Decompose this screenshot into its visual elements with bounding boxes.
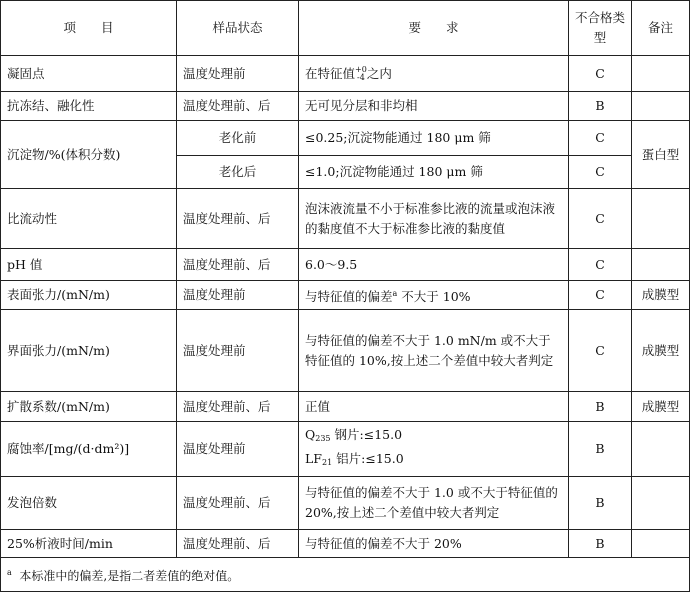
cell-requirement: ≤1.0;沉淀物能通过 180 μm 筛	[299, 156, 569, 189]
tolerance-upper: +0	[355, 65, 367, 74]
cell-state: 温度处理前	[177, 281, 299, 310]
cell-remark: 成膜型	[632, 310, 690, 392]
cell-remark: 成膜型	[632, 281, 690, 310]
table-row	[1, 392, 690, 422]
footnote	[1, 558, 690, 592]
cell-defect-type: C	[569, 121, 632, 156]
cell-requirement: 在特征值 +0 -4 之内	[299, 56, 569, 92]
cell-state: 温度处理前	[177, 310, 299, 392]
cell-defect-type: B	[569, 477, 632, 530]
cell-item: pH 值	[1, 249, 177, 281]
cell-remark	[632, 92, 690, 121]
cell-requirement: 与特征值的偏差不大于 1.0 mN/m 或不大于特征值的 10%,按上述二个差值中较大者判定	[299, 310, 569, 392]
cell-state: 温度处理前、后	[177, 249, 299, 281]
cell-requirement: 与特征值的偏差不大于 1.0 或不大于特征值的 20%,按上述二个差值中较大者判定	[299, 477, 569, 530]
cell-remark	[632, 189, 690, 249]
cell-defect-type: B	[569, 530, 632, 558]
cell-item: 凝固点	[1, 56, 177, 92]
cell-remark: 成膜型	[632, 392, 690, 422]
cell-requirement: ≤0.25;沉淀物能通过 180 μm 筛	[299, 121, 569, 156]
cell-defect-type: C	[569, 249, 632, 281]
table-row	[1, 92, 690, 121]
cell-defect-type: B	[569, 392, 632, 422]
cell-defect-type: B	[569, 422, 632, 477]
cell-defect-type: C	[569, 156, 632, 189]
table-row	[1, 422, 690, 477]
cell-remark	[632, 422, 690, 477]
cell-defect-type: C	[569, 56, 632, 92]
cell-item: 抗冻结、融化性	[1, 92, 177, 121]
cell-state: 温度处理前、后	[177, 477, 299, 530]
footnote-row	[1, 558, 690, 592]
cell-item: 比流动性	[1, 189, 177, 249]
cell-state: 温度处理前	[177, 422, 299, 477]
cell-defect-type: C	[569, 189, 632, 249]
footnote-text: 本标准中的偏差,是指二者差值的绝对值。	[19, 569, 240, 583]
cell-item: 界面张力/(mN/m)	[1, 310, 177, 392]
cell-remark	[632, 530, 690, 558]
cell-state: 老化前	[177, 121, 299, 156]
table-row	[1, 189, 690, 249]
header-state: 样品状态	[177, 1, 299, 56]
cell-remark	[632, 56, 690, 92]
table-row	[1, 530, 690, 558]
cell-remark: 蛋白型	[632, 121, 690, 189]
cell-state: 温度处理前	[177, 56, 299, 92]
cell-requirement: 无可见分层和非均相	[299, 92, 569, 121]
cell-requirement: 正值	[299, 392, 569, 422]
table-row	[1, 281, 690, 310]
table-row	[1, 249, 690, 281]
cell-item: 表面张力/(mN/m)	[1, 281, 177, 310]
header-item: 项 目	[1, 1, 177, 56]
cell-defect-type: C	[569, 281, 632, 310]
table-row	[1, 477, 690, 530]
header-defect-type: 不合格类型	[569, 1, 632, 56]
table-row	[1, 121, 690, 156]
cell-state: 老化后	[177, 156, 299, 189]
cell-item: 腐蚀率/[mg/(d·dm²)]	[1, 422, 177, 477]
footnote-mark: a	[7, 568, 12, 577]
header-requirement: 要 求	[299, 1, 569, 56]
cell-item: 扩散系数/(mN/m)	[1, 392, 177, 422]
tolerance-lower: -4	[357, 73, 365, 82]
footnote-ref: a	[392, 288, 398, 298]
cell-requirement: 泡沫液流量不小于标准参比液的流量或泡沫液的黏度值不大于标准参比液的黏度值	[299, 189, 569, 249]
cell-item: 25%析液时间/min	[1, 530, 177, 558]
cell-item: 沉淀物/%(体积分数)	[1, 121, 177, 189]
cell-remark	[632, 249, 690, 281]
cell-defect-type: C	[569, 310, 632, 392]
cell-item: 发泡倍数	[1, 477, 177, 530]
table-row	[1, 56, 690, 92]
header-row	[1, 1, 690, 56]
cell-requirement: 6.0～9.5	[299, 249, 569, 281]
cell-requirement: 与特征值的偏差不大于 20%	[299, 530, 569, 558]
cell-state: 温度处理前、后	[177, 392, 299, 422]
cell-state: 温度处理前、后	[177, 530, 299, 558]
header-remark: 备注	[632, 1, 690, 56]
cell-requirement: $Q_{235}$ 钢片:≤15.0 $LF_{21}$ 铝片:≤15.0	[299, 422, 569, 477]
cell-remark	[632, 477, 690, 530]
cell-state: 温度处理前、后	[177, 189, 299, 249]
table-row	[1, 310, 690, 392]
cell-requirement: 与特征值的偏差$^a$ 不大于 10%	[299, 281, 569, 310]
cell-defect-type: B	[569, 92, 632, 121]
cell-state: 温度处理前、后	[177, 92, 299, 121]
